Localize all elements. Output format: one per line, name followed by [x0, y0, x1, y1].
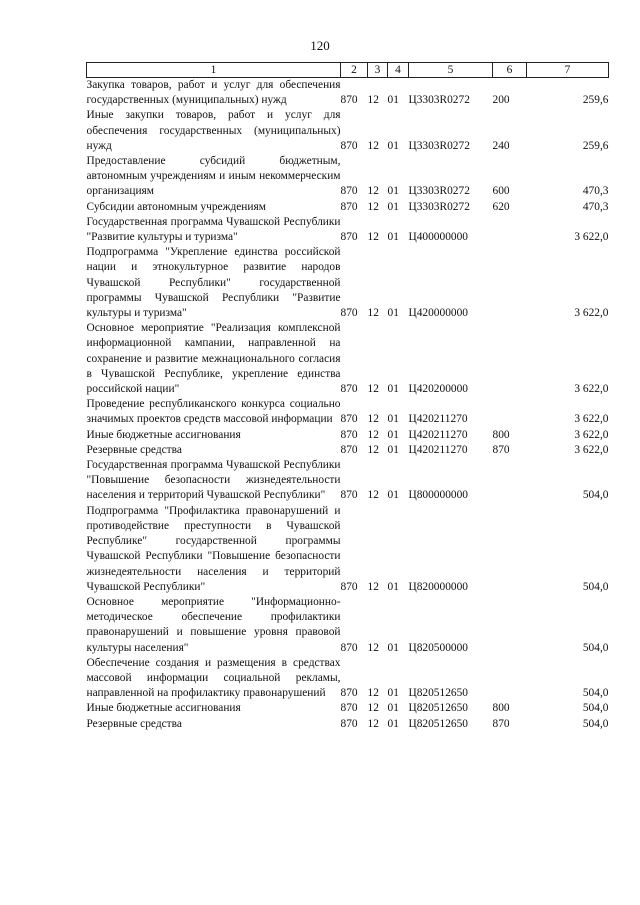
row-expense-type-code: 870 — [492, 717, 510, 730]
row-target-article-code: Ц3303R0272 — [408, 200, 470, 213]
row-section-code: 870 — [340, 702, 358, 715]
row-chapter-code: 12 — [367, 413, 379, 426]
row-amount: 3 622,0 — [574, 413, 609, 426]
row-amount: 3 622,0 — [574, 231, 609, 244]
row-section-code: 870 — [340, 443, 358, 456]
table-row — [87, 701, 609, 716]
row-amount: 470,3 — [582, 200, 609, 213]
table-row — [87, 200, 609, 215]
row-section-code: 870 — [340, 185, 358, 198]
row-subsection-code: 01 — [387, 139, 399, 152]
row-name-cell: Государственная программа Чувашской Республики "Повышение безопасности жизнедеятельности населения и территорий Чувашской Республики" — [86, 459, 341, 502]
column-header: 1 — [87, 63, 341, 78]
row-subsection-code: 01 — [387, 687, 399, 700]
table-row — [87, 154, 609, 200]
row-name-cell: Основное мероприятие "Реализация комплексной информационной кампании, направленной на сохранение и развитие межнационального согласия в Чувашской Республике, укрепление единства российской нации" — [86, 322, 341, 396]
row-chapter-code: 12 — [367, 94, 379, 107]
row-name-cell: Закупка товаров, работ и услуг для обеспечения государственных (муниципальных) нужд — [86, 79, 341, 107]
row-subsection-code: 01 — [387, 413, 399, 426]
row-subsection-code: 01 — [387, 641, 399, 654]
row-target-article-code: Ц420211270 — [408, 443, 468, 456]
row-subsection-code: 01 — [387, 580, 399, 593]
table-row — [87, 443, 609, 458]
column-header: 2 — [341, 63, 368, 78]
row-chapter-code: 12 — [367, 428, 379, 441]
budget-table — [86, 62, 609, 732]
row-subsection-code: 01 — [387, 428, 399, 441]
row-chapter-code: 12 — [367, 383, 379, 396]
row-name-cell: Проведение республиканского конкурса социально значимых проектов средств массовой информации — [86, 398, 341, 426]
page-number: 120 — [310, 38, 330, 53]
row-target-article-code: Ц820512650 — [408, 702, 468, 715]
table-row — [87, 656, 609, 702]
row-subsection-code: 01 — [387, 94, 399, 107]
row-target-article-code: Ц3303R0272 — [408, 139, 470, 152]
row-amount: 259,6 — [582, 139, 609, 152]
row-amount: 504,0 — [582, 717, 609, 730]
row-name-cell: Резервные средства — [86, 717, 182, 730]
row-subsection-code: 01 — [387, 443, 399, 456]
row-chapter-code: 12 — [367, 185, 379, 198]
row-chapter-code: 12 — [367, 231, 379, 244]
row-expense-type-code — [493, 215, 527, 245]
row-expense-type-code — [493, 656, 527, 702]
row-section-code: 870 — [340, 413, 358, 426]
table-row — [87, 458, 609, 504]
row-name-cell: Государственная программа Чувашской Республики "Развитие культуры и туризма" — [86, 215, 341, 244]
row-name-cell: Предоставление субсидий бюджетным, автономным учреждениям и иным некоммерческим организациям — [86, 155, 341, 198]
row-amount: 504,0 — [582, 702, 609, 715]
row-amount: 504,0 — [582, 580, 609, 593]
row-expense-type-code: 870 — [492, 443, 510, 456]
table-row — [87, 245, 609, 321]
row-target-article-code: Ц420211270 — [408, 428, 468, 441]
row-amount: 259,6 — [582, 94, 609, 107]
row-chapter-code: 12 — [367, 139, 379, 152]
row-name-cell: Подпрограмма "Укрепление единства российской нации и этнокультурное развитие народов Чувашской Республики" государственной программы Чувашской Республики "Развитие культуры и туризма" — [86, 246, 341, 320]
row-target-article-code: Ц3303R0272 — [408, 94, 470, 107]
row-expense-type-code: 240 — [492, 139, 510, 152]
row-amount: 504,0 — [582, 687, 609, 700]
row-expense-type-code: 620 — [492, 200, 510, 213]
row-subsection-code: 01 — [387, 717, 399, 730]
row-target-article-code: Ц820512650 — [408, 687, 468, 700]
row-chapter-code: 12 — [367, 641, 379, 654]
column-header: 7 — [527, 63, 609, 78]
row-chapter-code: 12 — [367, 580, 379, 593]
row-chapter-code: 12 — [367, 200, 379, 213]
row-target-article-code: Ц420211270 — [408, 413, 468, 426]
table-row — [87, 504, 609, 595]
row-chapter-code: 12 — [367, 702, 379, 715]
row-amount: 470,3 — [582, 185, 609, 198]
row-subsection-code: 01 — [387, 231, 399, 244]
table-row — [87, 428, 609, 443]
row-subsection-code: 01 — [387, 489, 399, 502]
row-amount: 504,0 — [582, 641, 609, 654]
row-target-article-code: Ц800000000 — [408, 489, 468, 502]
row-target-article-code: Ц820500000 — [408, 641, 468, 654]
row-name-cell: Иные бюджетные ассигнования — [86, 428, 241, 441]
row-name-cell: Иные закупки товаров, работ и услуг для обеспечения государственных (муниципальных) нужд — [86, 109, 341, 152]
row-chapter-code: 12 — [367, 687, 379, 700]
table-header-row — [87, 63, 609, 78]
row-expense-type-code: 800 — [492, 702, 510, 715]
row-expense-type-code: 800 — [492, 428, 510, 441]
row-expense-type-code — [493, 595, 527, 656]
row-section-code: 870 — [340, 717, 358, 730]
column-header: 5 — [409, 63, 493, 78]
table-row — [87, 321, 609, 397]
row-subsection-code: 01 — [387, 185, 399, 198]
row-section-code: 870 — [340, 231, 358, 244]
row-section-code: 870 — [340, 641, 358, 654]
table-row — [87, 397, 609, 427]
row-section-code: 870 — [340, 428, 358, 441]
row-chapter-code: 12 — [367, 443, 379, 456]
row-target-article-code: Ц420200000 — [408, 383, 468, 396]
row-amount: 3 622,0 — [574, 307, 609, 320]
row-expense-type-code — [493, 397, 527, 427]
table-row — [87, 717, 609, 732]
row-section-code: 870 — [340, 139, 358, 152]
row-target-article-code: Ц820512650 — [408, 717, 468, 730]
row-name-cell: Субсидии автономным учреждениям — [86, 200, 266, 213]
row-expense-type-code — [493, 321, 527, 397]
row-name-cell: Иные бюджетные ассигнования — [86, 702, 241, 715]
table-body — [87, 78, 609, 732]
row-amount: 3 622,0 — [574, 428, 609, 441]
table-row — [87, 78, 609, 109]
row-amount: 3 622,0 — [574, 443, 609, 456]
row-section-code: 870 — [340, 687, 358, 700]
row-amount: 504,0 — [582, 489, 609, 502]
table-row — [87, 215, 609, 245]
row-expense-type-code: 200 — [492, 94, 510, 107]
row-expense-type-code — [493, 504, 527, 595]
row-section-code: 870 — [340, 94, 358, 107]
table-row — [87, 595, 609, 656]
column-header: 3 — [368, 63, 388, 78]
row-expense-type-code — [493, 245, 527, 321]
row-subsection-code: 01 — [387, 307, 399, 320]
row-subsection-code: 01 — [387, 702, 399, 715]
row-expense-type-code — [493, 458, 527, 504]
row-chapter-code: 12 — [367, 717, 379, 730]
row-section-code: 870 — [340, 489, 358, 502]
row-name-cell: Основное мероприятие "Информационно-методическое обеспечение профилактики правонарушений и повышение уровня правовой культуры населения" — [86, 595, 341, 654]
row-target-article-code: Ц400000000 — [408, 231, 468, 244]
row-section-code: 870 — [340, 580, 358, 593]
row-chapter-code: 12 — [367, 489, 379, 502]
row-name-cell: Подпрограмма "Профилактика правонарушений и противодействие преступности в Чувашской Республике" государственной программы Чувашской Республики "Повышение безопасности жизнедеятельности населения и территорий Чувашской Республики" — [86, 504, 341, 593]
table-row — [87, 108, 609, 154]
row-subsection-code: 01 — [387, 383, 399, 396]
row-subsection-code: 01 — [387, 200, 399, 213]
row-chapter-code: 12 — [367, 307, 379, 320]
row-section-code: 870 — [340, 307, 358, 320]
row-amount: 3 622,0 — [574, 383, 609, 396]
column-header: 6 — [493, 63, 527, 78]
row-name-cell: Обеспечение создания и размещения в средствах массовой информации социальной рекламы, направленной на профилактику правонарушений — [86, 656, 341, 700]
row-section-code: 870 — [340, 200, 358, 213]
row-target-article-code: Ц420000000 — [408, 307, 468, 320]
row-expense-type-code: 600 — [492, 185, 510, 198]
row-target-article-code: Ц3303R0272 — [408, 185, 470, 198]
column-header: 4 — [388, 63, 409, 78]
row-section-code: 870 — [340, 383, 358, 396]
row-target-article-code: Ц820000000 — [408, 580, 468, 593]
row-name-cell: Резервные средства — [86, 443, 182, 456]
